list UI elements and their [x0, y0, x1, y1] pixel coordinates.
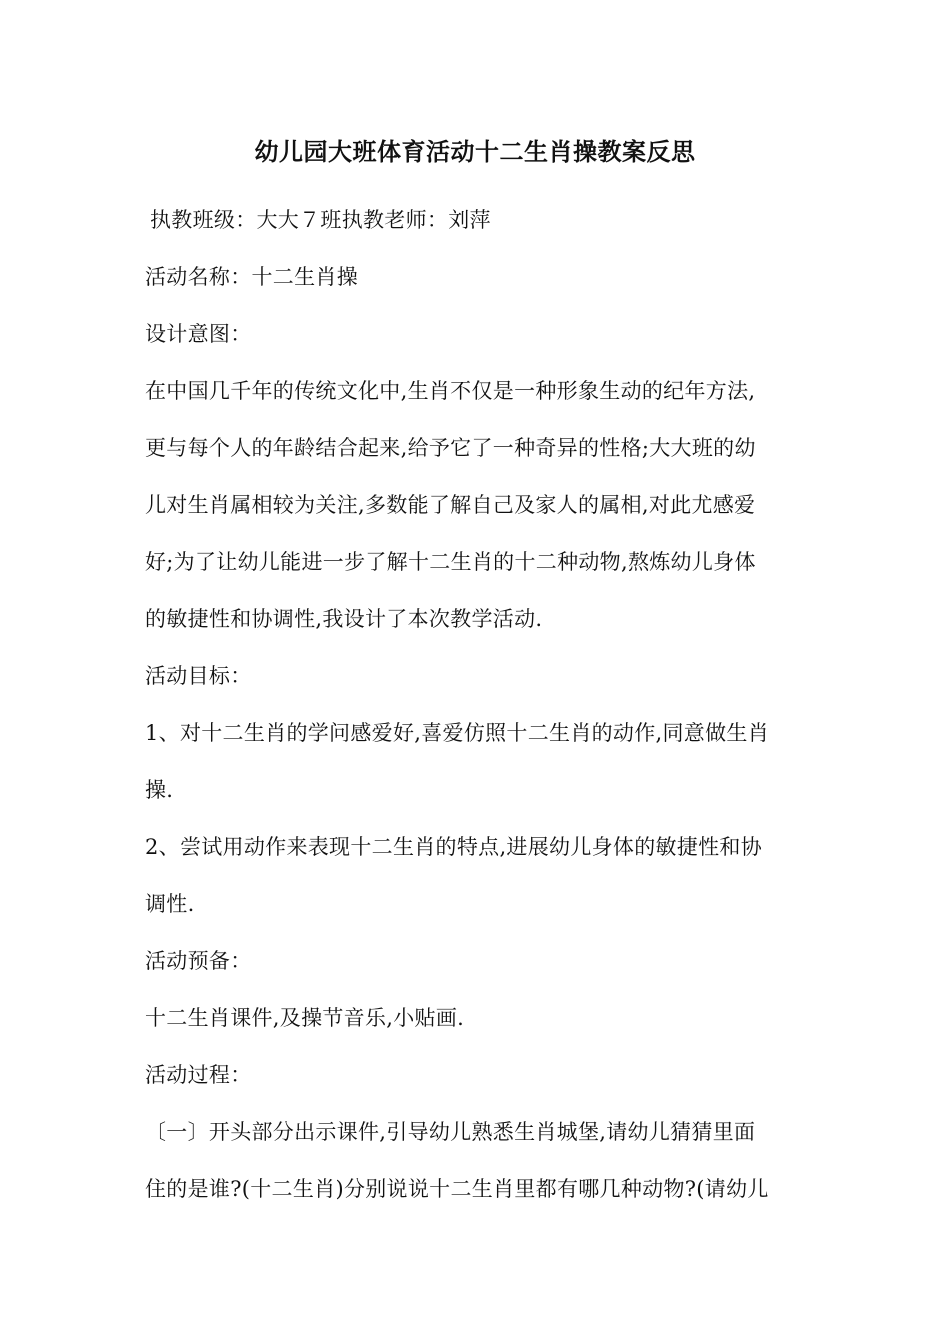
document-title: 幼儿园大班体育活动十二生肖操教案反思: [254, 137, 696, 166]
design-intent-heading: 设计意图：: [145, 322, 252, 346]
preparation-line: 十二生肖课件,及操节音乐,小贴画.: [145, 1006, 465, 1030]
activity-preparation-heading: 活动预备：: [145, 949, 252, 973]
activity-process-heading: 活动过程：: [145, 1063, 252, 1087]
process-line: 〔一〕开头部分出示课件,引导幼儿熟悉生肖城堡,请幼儿猜猜里面: [145, 1120, 756, 1144]
goal-item-2-line: 调性.: [145, 892, 195, 916]
paragraph-line: 好;为了让幼儿能进一步了解十二生肖的十二种动物,熬炼幼儿身体: [145, 550, 756, 574]
paragraph-line: 在中国几千年的传统文化中,生肖不仅是一种形象生动的纪年方法,: [145, 379, 756, 403]
activity-name-line: 活动名称：十二生肖操: [145, 265, 358, 289]
goal-item-2-line: 2、尝试用动作来表现十二生肖的特点,进展幼儿身体的敏捷性和协: [145, 835, 763, 859]
activity-goals-heading: 活动目标：: [145, 664, 252, 688]
paragraph-line: 儿对生肖属相较为关注,多数能了解自己及家人的属相,对此尤感爱: [145, 493, 756, 517]
paragraph-line: 更与每个人的年龄结合起来,给予它了一种奇异的性格;大大班的幼: [145, 436, 756, 460]
teacher-info-line: 执教班级：大大７班执教老师：刘萍: [150, 208, 491, 232]
goal-item-1-line: 操.: [145, 778, 174, 802]
process-line: 住的是谁?(十二生肖)分别说说十二生肖里都有哪几种动物?(请幼儿: [145, 1177, 769, 1201]
goal-item-1-line: 1、对十二生肖的学问感爱好,喜爱仿照十二生肖的动作,同意做生肖: [145, 721, 770, 745]
paragraph-line: 的敏捷性和协调性,我设计了本次教学活动.: [145, 607, 543, 631]
